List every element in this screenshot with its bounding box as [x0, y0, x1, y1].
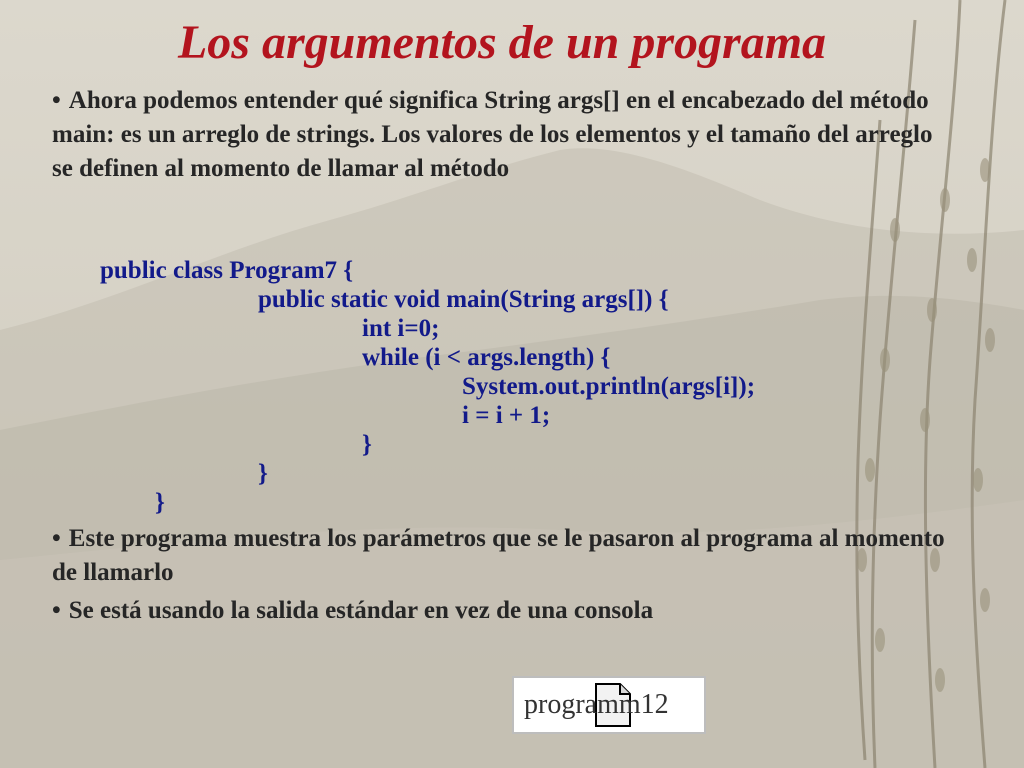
- bullet-2: [52, 522, 952, 590]
- slide-title: Los argumentos de un programa: [177, 16, 827, 69]
- code-line-5: System.out.println(args[i]);: [462, 373, 756, 400]
- bullet-2-text: Este programa muestra los parámetros que se le pasaron al programa al momento de llamarlo: [52, 525, 945, 586]
- bullet-marker: •: [52, 597, 61, 624]
- bullet-marker: •: [52, 525, 61, 552]
- attachment-label: programm12: [524, 689, 669, 720]
- code-line-6: i = i + 1;: [462, 402, 551, 429]
- bullet-1-text: Ahora podemos entender qué significa String args[] en el encabezado del método main: es un arreglo de strings. Los valores de los elementos y el tamaño del arreglo se definen al momento de llamar al método: [52, 87, 933, 182]
- code-block: [100, 256, 755, 517]
- bullet-1: [52, 84, 952, 186]
- code-line-7: }: [362, 431, 372, 458]
- bullet-3-text: Se está usando la salida estándar en vez de una consola: [68, 597, 654, 624]
- bullet-marker: •: [52, 87, 61, 114]
- bullet-3: [52, 594, 952, 628]
- code-line-1: public class Program7 {: [100, 257, 354, 284]
- attachment-program-file[interactable]: [512, 676, 706, 734]
- code-line-4: while (i < args.length) {: [362, 344, 611, 371]
- code-line-8: }: [258, 460, 268, 487]
- code-line-3: int i=0;: [362, 315, 440, 342]
- code-line-9: }: [155, 489, 165, 516]
- code-line-2: public static void main(String args[]) {: [258, 286, 669, 313]
